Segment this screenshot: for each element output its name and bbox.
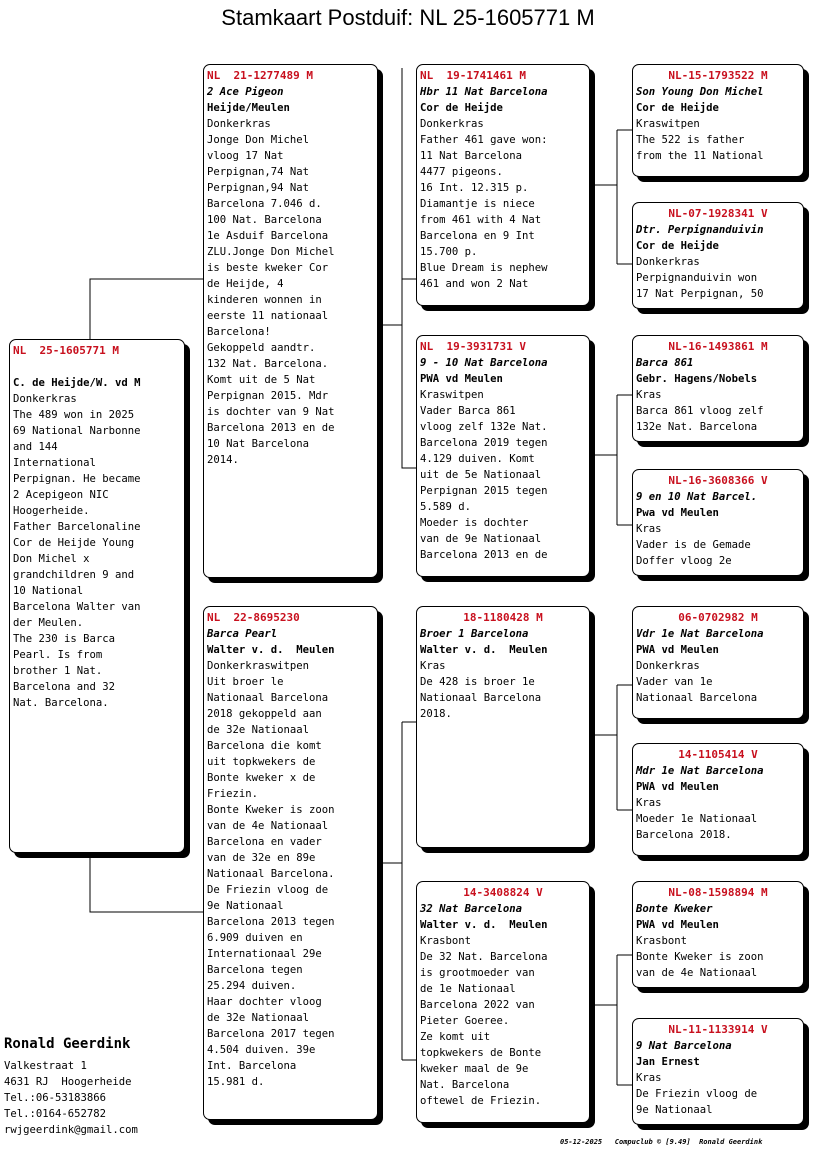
pigeon-info-line: De Friezin vloog de — [207, 884, 329, 896]
pigeon-info-line: 2 Acepigeon NIC — [13, 489, 109, 501]
pigeon-info-line: Donkerkras — [420, 118, 484, 130]
pigeon-info-line: grandchildren 9 and — [13, 569, 135, 581]
owner-phone-landline: Tel.:0164-652782 — [4, 1108, 107, 1120]
pigeon-info-line: uit de 5e Nationaal — [420, 469, 542, 481]
pigeon-name: Broer 1 Barcelona — [420, 628, 529, 640]
pigeon-name: Mdr 1e Nat Barcelona — [636, 765, 764, 777]
pigeon-info-line: Donkerkras — [13, 393, 77, 405]
pigeon-info-line: Donkerkras — [636, 256, 700, 268]
pigeon-name: Dtr. Perpignanduivin — [636, 224, 764, 236]
pigeon-info-line: Moeder 1e Nationaal — [636, 813, 758, 825]
pigeon-card-father-mother — [416, 335, 590, 577]
pigeon-info-line: Hoogerheide. — [13, 505, 90, 517]
pigeon-info-line: Pearl. Is from — [13, 649, 103, 661]
pigeon-info-line: kweker maal de 9e — [420, 1063, 529, 1075]
pigeon-info-line: and 144 — [13, 441, 58, 453]
pigeon-card-mother-mother — [416, 881, 590, 1123]
pigeon-info-line: 69 National Narbonne — [13, 425, 141, 437]
pigeon-info-line: 9e Nationaal — [636, 1104, 713, 1116]
pigeon-info-line: oftewel de Friezin. — [420, 1095, 542, 1107]
pigeon-info-line: Kras — [420, 660, 446, 672]
pigeon-info-line: Internationaal 29e — [207, 948, 322, 960]
pigeon-info-line: Perpignan. He became — [13, 473, 141, 485]
pigeon-info-line: Nationaal Barcelona — [420, 692, 542, 704]
pigeon-info-line: 132e Nat. Barcelona — [636, 421, 758, 433]
connector-father — [90, 279, 203, 339]
pigeon-info-line: Perpignan,74 Nat — [207, 166, 310, 178]
connector-mother — [90, 853, 203, 912]
footer-credit: 05-12-2025 Compuclub © [9.49] Ronald Geerdink — [560, 1138, 763, 1146]
pigeon-card-mfm — [632, 743, 804, 856]
pigeon-info-line: de 32e Nationaal — [207, 724, 310, 736]
pigeon-info-line: Perpignan 2015. Mdr — [207, 390, 329, 402]
pigeon-card-ffm — [632, 202, 804, 309]
breeder-name: PWA vd Meulen — [636, 919, 719, 931]
pigeon-info-line: De 428 is broer 1e — [420, 676, 535, 688]
pigeon-info-line: Don Michel x — [13, 553, 90, 565]
pigeon-info-line: 461 and won 2 Nat — [420, 278, 529, 290]
pigeon-card-subject — [9, 339, 185, 853]
pigeon-info-line: Barcelona Walter van — [13, 601, 141, 613]
pigeon-info-line: Ze komt uit — [420, 1031, 491, 1043]
pigeon-name: 32 Nat Barcelona — [420, 903, 523, 915]
pigeon-info-line: 10 National — [13, 585, 84, 597]
pigeon-info-line: Barcelona 2018. — [636, 829, 732, 841]
pigeon-info-line: Komt uit de 5 Nat — [207, 374, 316, 386]
pigeon-info-line: Krasbont — [420, 935, 472, 947]
pigeon-info-line: 16 Int. 12.315 p. — [420, 182, 529, 194]
owner-phone-mobile: Tel.:06-53183866 — [4, 1092, 107, 1104]
pigeon-info-line: Uit broer le — [207, 676, 284, 688]
pigeon-info-line: eerste 11 nationaal — [207, 310, 329, 322]
pigeon-card-father — [203, 64, 378, 578]
ring-number: 18-1180428 M — [463, 611, 543, 624]
pigeon-info-line: Bonte Kweker is zoon — [636, 951, 764, 963]
pigeon-name: Bonte Kweker — [636, 903, 713, 915]
pigeon-name: Hbr 11 Nat Barcelona — [420, 86, 548, 98]
pigeon-card-fff — [632, 64, 804, 177]
pigeon-info-line: 9e Nationaal — [207, 900, 284, 912]
pigeon-info-line: de Heijde, 4 — [207, 278, 284, 290]
pigeon-info-line: 6.909 duiven en — [207, 932, 303, 944]
pigeon-info-line: Doffer vloog 2e — [636, 555, 732, 567]
pigeon-name: 2 Ace Pigeon — [207, 86, 284, 98]
pigeon-info-line: Kras — [636, 389, 662, 401]
pigeon-info-line: Barcelona 2013 tegen — [207, 916, 335, 928]
breeder-name: Jan Ernest — [636, 1056, 700, 1068]
pigeon-card-mother-father — [416, 606, 590, 848]
pigeon-name: Barca Pearl — [207, 628, 278, 640]
pigeon-info-line: The 489 won in 2025 — [13, 409, 135, 421]
pigeon-info-line: van de 9e Nationaal — [420, 533, 542, 545]
breeder-name: Cor de Heijde — [420, 102, 503, 114]
pigeon-info-line: Kras — [636, 1072, 662, 1084]
owner-address-line: Valkestraat 1 — [4, 1060, 87, 1072]
owner-name: Ronald Geerdink — [4, 1036, 131, 1052]
pigeon-info-line: Kras — [636, 797, 662, 809]
pigeon-info-line: Haar dochter vloog — [207, 996, 322, 1008]
ring-number: 14-3408824 V — [463, 886, 543, 899]
breeder-name: Heijde/Meulen — [207, 102, 290, 114]
pigeon-info-line: Krasbont — [636, 935, 688, 947]
pigeon-info-line: 2018 gekoppeld aan — [207, 708, 322, 720]
breeder-name: PWA vd Meulen — [636, 781, 719, 793]
pigeon-info-line: De Friezin vloog de — [636, 1088, 758, 1100]
spacer — [13, 359, 181, 375]
pigeon-info-line: Diamantje is niece — [420, 198, 535, 210]
pigeon-info-line: 15.981 d. — [207, 1076, 265, 1088]
breeder-name: PWA vd Meulen — [636, 644, 719, 656]
pigeon-info-line: from the 11 National — [636, 150, 764, 162]
pigeon-info-line: Barcelona en 9 Int — [420, 230, 535, 242]
breeder-name: Gebr. Hagens/Nobels — [636, 373, 758, 385]
pigeon-info-line: Barcelona 2013 en de — [207, 422, 335, 434]
breeder-name: Walter v. d. Meulen — [207, 644, 335, 656]
pigeon-name: Vdr 1e Nat Barcelona — [636, 628, 764, 640]
pigeon-info-line: 4477 pigeons. — [420, 166, 503, 178]
pigeon-info-line: kinderen wonnen in — [207, 294, 322, 306]
pigeon-info-line: van de 4e Nationaal — [207, 820, 329, 832]
pigeon-info-line: Barcelona 2022 van — [420, 999, 535, 1011]
page-title: Stamkaart Postduif: NL 25-1605771 M — [221, 5, 595, 30]
pigeon-info-line: topkwekers de Bonte — [420, 1047, 542, 1059]
pigeon-info-line: Bonte kweker x de — [207, 772, 316, 784]
pigeon-info-line: Nationaal Barcelona. — [207, 868, 335, 880]
pigeon-info-line: Barcelona 2017 tegen — [207, 1028, 335, 1040]
pigeon-name: 9 Nat Barcelona — [636, 1040, 732, 1052]
pigeon-info-line: is beste kweker Cor — [207, 262, 329, 274]
ring-number: NL 19-3931731 V — [420, 340, 526, 353]
breeder-name: Pwa vd Meulen — [636, 507, 719, 519]
pigeon-info-line: Barcelona! — [207, 326, 271, 338]
pigeon-info-line: Father 461 gave won: — [420, 134, 548, 146]
pigeon-info-line: der Meulen. — [13, 617, 84, 629]
owner-email[interactable]: rwjgeerdink@gmail.com — [4, 1124, 138, 1136]
pigeon-info-line: 1e Asduif Barcelona — [207, 230, 329, 242]
pigeon-info-line: Donkerkras — [636, 660, 700, 672]
pigeon-info-line: Vader van 1e — [636, 676, 713, 688]
pigeon-name: 9 - 10 Nat Barcelona — [420, 357, 548, 369]
breeder-name: Walter v. d. Meulen — [420, 644, 548, 656]
ring-number: NL 22-8695230 — [207, 611, 300, 624]
ring-number: NL-11-1133914 V — [668, 1023, 768, 1036]
pigeon-info-line: Vader Barca 861 — [420, 405, 516, 417]
pigeon-info-line: de 1e Nationaal — [420, 983, 516, 995]
pigeon-info-line: 17 Nat Perpignan, 50 — [636, 288, 764, 300]
pigeon-info-line: Barcelona 2013 en de — [420, 549, 548, 561]
ring-number: NL-16-3608366 V — [668, 474, 768, 487]
pigeon-info-line: 10 Nat Barcelona — [207, 438, 310, 450]
pigeon-info-line: Moeder is dochter — [420, 517, 529, 529]
pigeon-info-line: van de 4e Nationaal — [636, 967, 758, 979]
pigeon-info-line: brother 1 Nat. — [13, 665, 103, 677]
ring-number: NL 19-1741461 M — [420, 69, 526, 82]
pigeon-info-line: Pieter Goeree. — [420, 1015, 510, 1027]
pigeon-info-line: Friezin. — [207, 788, 259, 800]
pigeon-info-line: van de 32e en 89e — [207, 852, 316, 864]
pigeon-info-line: 100 Nat. Barcelona — [207, 214, 322, 226]
pigeon-name: 9 en 10 Nat Barcel. — [636, 491, 758, 503]
pigeon-card-mother — [203, 606, 378, 1120]
ring-number: NL-16-1493861 M — [668, 340, 768, 353]
pigeon-info-line: Barca 861 vloog zelf — [636, 405, 764, 417]
pigeon-info-line: 2018. — [420, 708, 452, 720]
pigeon-info-line: De 32 Nat. Barcelona — [420, 951, 548, 963]
pigeon-card-mmm — [632, 1018, 804, 1125]
pigeon-info-line: Barcelona 2019 tegen — [420, 437, 548, 449]
pigeon-info-line: de 32e Nationaal — [207, 1012, 310, 1024]
ring-number: NL 21-1277489 M — [207, 69, 313, 82]
pigeon-info-line: Jonge Don Michel — [207, 134, 310, 146]
pigeon-info-line: is dochter van 9 Nat — [207, 406, 335, 418]
pigeon-info-line: Donkerkraswitpen — [207, 660, 310, 672]
pigeon-info-line: Barcelona die komt — [207, 740, 322, 752]
pigeon-info-line: Bonte Kweker is zoon — [207, 804, 335, 816]
pigeon-info-line: Perpignanduivin won — [636, 272, 758, 284]
pigeon-info-line: 2014. — [207, 454, 239, 466]
breeder-name: Cor de Heijde — [636, 102, 719, 114]
breeder-name: Cor de Heijde — [636, 240, 719, 252]
pigeon-info-line: from 461 with 4 Nat — [420, 214, 542, 226]
pigeon-info-line: Nationaal Barcelona — [636, 692, 758, 704]
pigeon-card-fmf — [632, 335, 804, 442]
pigeon-info-line: 11 Nat Barcelona — [420, 150, 523, 162]
pigeon-name: Barca 861 — [636, 357, 694, 369]
pigeon-info-line: uit topkwekers de — [207, 756, 316, 768]
pigeon-info-line: The 230 is Barca — [13, 633, 116, 645]
pigeon-info-line: Barcelona en vader — [207, 836, 322, 848]
pigeon-info-line: Nationaal Barcelona — [207, 692, 329, 704]
pigeon-name: Son Young Don Michel — [636, 86, 764, 98]
pigeon-info-line: Vader is de Gemade — [636, 539, 751, 551]
pigeon-info-line: 5.589 d. — [420, 501, 472, 513]
pigeon-info-line: Father Barcelonaline — [13, 521, 141, 533]
pigeon-info-line: is grootmoeder van — [420, 967, 535, 979]
pigeon-info-line: Nat. Barcelona — [420, 1079, 510, 1091]
pigeon-info-line: Kras — [636, 523, 662, 535]
pigeon-info-line: The 522 is father — [636, 134, 745, 146]
breeder-name: Walter v. d. Meulen — [420, 919, 548, 931]
pigeon-info-line: Barcelona and 32 — [13, 681, 116, 693]
pigeon-card-fmm — [632, 469, 804, 576]
pigeon-info-line: Blue Dream is nephew — [420, 262, 548, 274]
pigeon-info-line: Barcelona tegen — [207, 964, 303, 976]
pigeon-info-line: vloog zelf 132e Nat. — [420, 421, 548, 433]
ring-number: NL-07-1928341 V — [668, 207, 768, 220]
ring-number: 06-0702982 M — [678, 611, 758, 624]
pigeon-info-line: vloog 17 Nat — [207, 150, 284, 162]
pigeon-info-line: 4.129 duiven. Komt — [420, 453, 535, 465]
pigeon-card-mmf — [632, 881, 804, 988]
pigeon-info-line: Cor de Heijde Young — [13, 537, 135, 549]
pigeon-info-line: Nat. Barcelona. — [13, 697, 109, 709]
pigeon-info-line: Int. Barcelona — [207, 1060, 297, 1072]
ring-number: NL-15-1793522 M — [668, 69, 768, 82]
ring-number: NL 25-1605771 M — [13, 344, 119, 357]
breeder-name: PWA vd Meulen — [420, 373, 503, 385]
connector-father-parents — [378, 68, 416, 468]
pigeon-info-line: Perpignan,94 Nat — [207, 182, 310, 194]
pigeon-info-line: 25.294 duiven. — [207, 980, 297, 992]
pigeon-info-line: Kraswitpen — [636, 118, 700, 130]
ring-number: NL-08-1598894 M — [668, 886, 768, 899]
pigeon-info-line: 132 Nat. Barcelona. — [207, 358, 329, 370]
pigeon-info-line: 15.700 p. — [420, 246, 478, 258]
owner-postcode-line: 4631 RJ Hoogerheide — [4, 1076, 132, 1088]
pigeon-card-mff — [632, 606, 804, 719]
owner-block — [4, 1035, 204, 1138]
ring-number: 14-1105414 V — [678, 748, 758, 761]
breeder-name: C. de Heijde/W. vd M — [13, 377, 141, 389]
pigeon-info-line: Gekoppeld aandtr. — [207, 342, 316, 354]
pigeon-card-father-father — [416, 64, 590, 306]
pigeon-info-line: ZLU.Jonge Don Michel — [207, 246, 335, 258]
pigeon-info-line: Donkerkras — [207, 118, 271, 130]
pigeon-info-line: International — [13, 457, 96, 469]
pigeon-info-line: Barcelona 7.046 d. — [207, 198, 322, 210]
pigeon-info-line: 4.504 duiven. 39e — [207, 1044, 316, 1056]
pigeon-info-line: Kraswitpen — [420, 389, 484, 401]
pigeon-info-line: Perpignan 2015 tegen — [420, 485, 548, 497]
